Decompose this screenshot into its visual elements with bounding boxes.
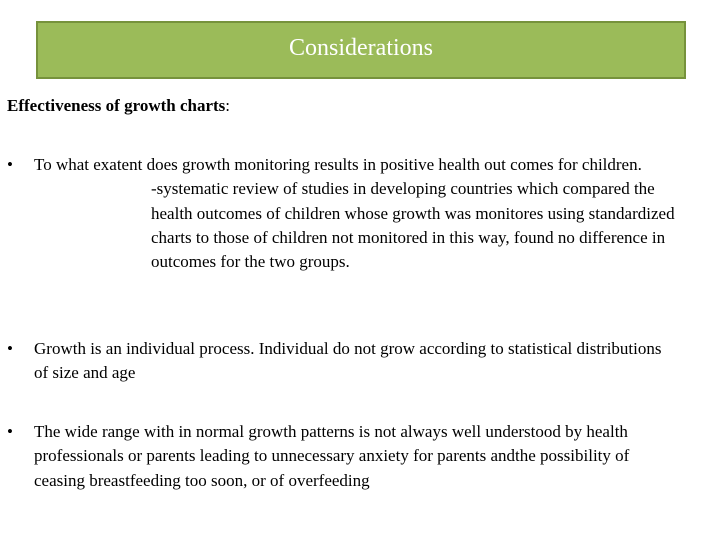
bullet-marker: •	[7, 339, 13, 358]
bullet-question: To what exatent does growth monitoring results in positive health out comes for children.	[34, 155, 642, 174]
bullet-marker: •	[7, 155, 13, 174]
section-heading	[7, 95, 230, 117]
bullet-text: The wide range with in normal growth patterns is not always well understood by health professionals or parents leading to unnecessary anxiety for parents andthe possibility of ceasing breastfeeding too soon, or of overfeeding	[34, 422, 630, 490]
bullet-text	[34, 153, 678, 274]
title-banner	[36, 21, 686, 79]
slide-title: Considerations	[289, 35, 433, 61]
bullet-marker: •	[7, 422, 13, 441]
section-heading-bold: Effectiveness of growth charts	[7, 96, 226, 115]
section-heading-colon: :	[225, 96, 231, 115]
bullet-detail: -systematic review of studies in developing countries which compared the health outcomes of children whose growth was monitores using standardized charts to those of children not monitored in this way, found no difference in outcomes for the two groups.	[151, 179, 675, 272]
bullet-text: Growth is an individual process. Individual do not grow according to statistical distributions of size and age	[34, 339, 662, 383]
